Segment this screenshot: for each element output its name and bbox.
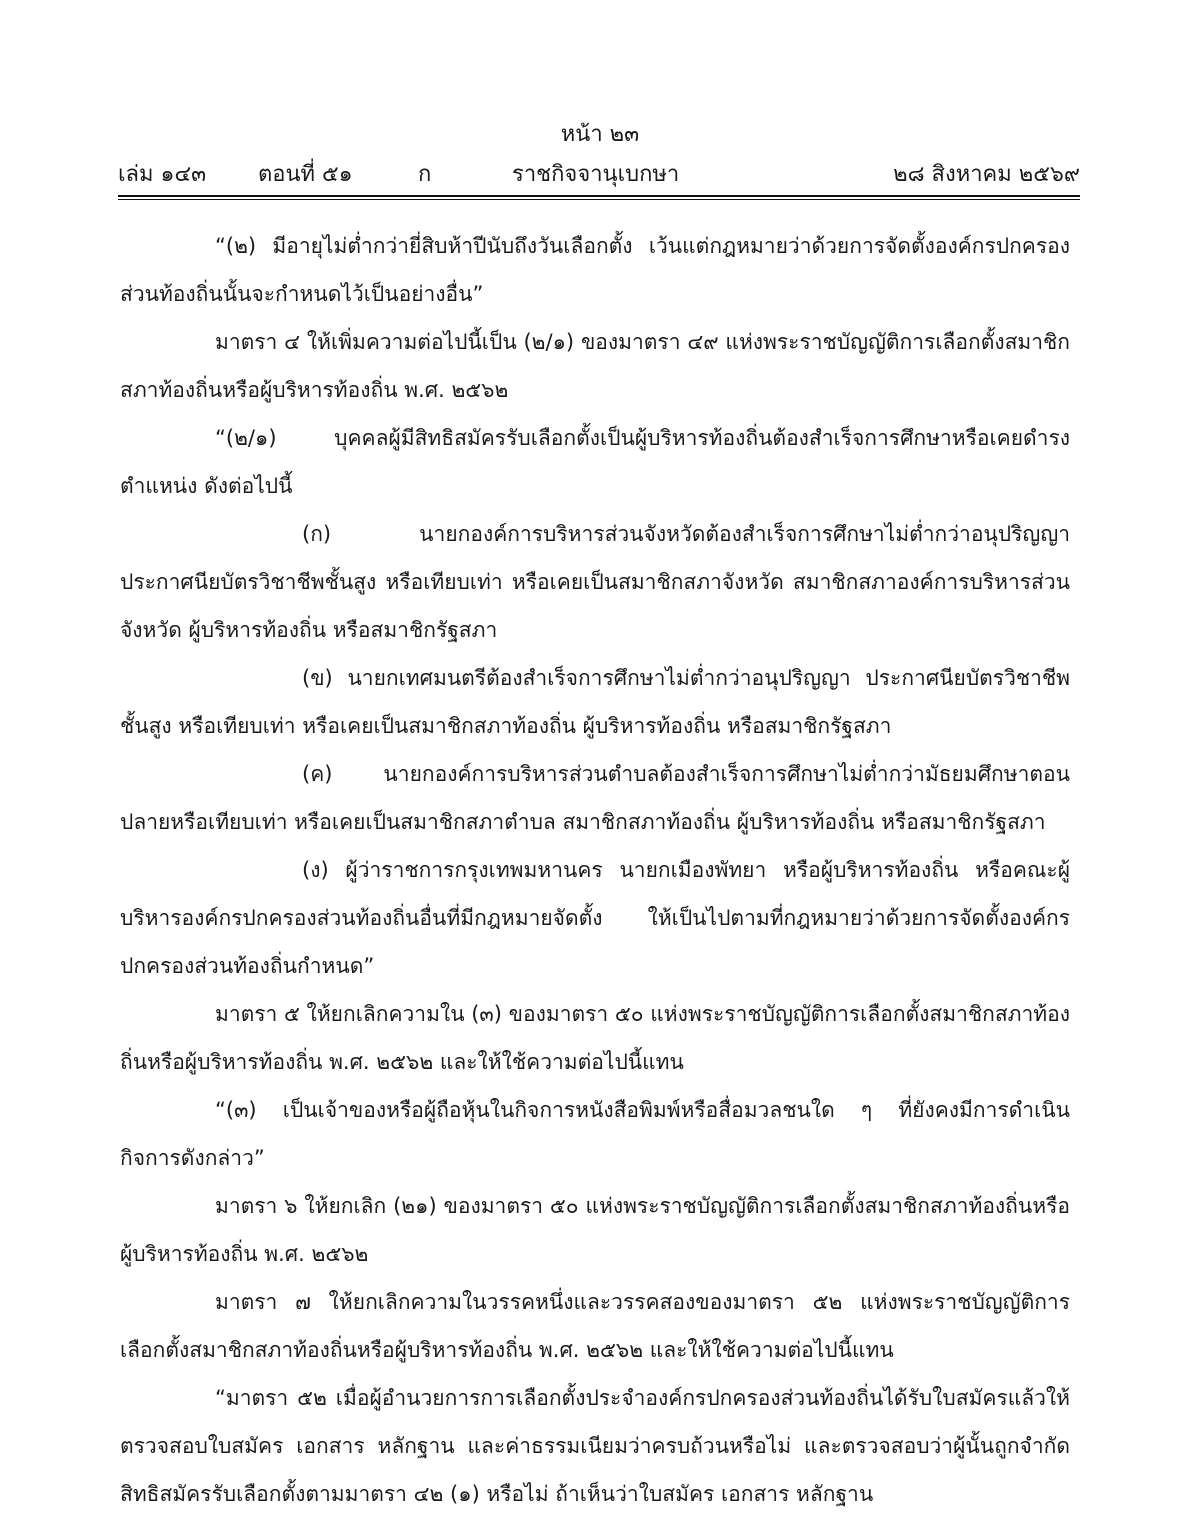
section-letter: ก <box>418 162 432 187</box>
volume-number: เล่ม ๑๔๓ <box>118 162 207 187</box>
paragraph-section-4: มาตรา ๔ ให้เพิ่มความต่อไปนี้เป็น (๒/๑) ของมาตรา ๔๙ แห่งพระราชบัญญัติการเลือกตั้งสมาชิกสภาท้องถิ่นหรือผู้บริหารท้องถิ่น พ.ศ. ๒๕๖๒ <box>120 330 1070 402</box>
paragraph-quote-section-52: “มาตรา ๕๒ เมื่อผู้อำนวยการการเลือกตั้งประจำองค์กรปกครองส่วนท้องถิ่นได้รับใบสมัครแล้วให้ตรวจสอบใบสมัคร เอกสาร หลักฐาน และค่าธรรมเนียมว่าครบถ้วนหรือไม่ และตรวจสอบว่าผู้นั้นถูกจำกัดสิทธิสมัครรับเลือกตั้งตามมาตรา ๔๒ (๑) หรือไม่ ถ้าเห็นว่าใบสมัคร เอกสาร หลักฐาน <box>120 1386 1070 1506</box>
publication-date: ๒๘ สิงหาคม ๒๕๖๙ <box>893 162 1080 187</box>
paragraph-section-5: มาตรา ๕ ให้ยกเลิกความใน (๓) ของมาตรา ๕๐ แห่งพระราชบัญญัติการเลือกตั้งสมาชิกสภาท้องถิ่นหรือผู้บริหารท้องถิ่น พ.ศ. ๒๕๖๒ และให้ใช้ความต่อไปนี้แทน <box>120 1002 1071 1074</box>
paragraph-quote-3: “(๓) เป็นเจ้าของหรือผู้ถือหุ้นในกิจการหนังสือพิมพ์หรือสื่อมวลชนใด ๆ ที่ยังคงมีการดำเนินกิจการดังกล่าว” <box>120 1098 1070 1170</box>
paragraph-quote-2-1: “(๒/๑) บุคคลผู้มีสิทธิสมัครรับเลือกตั้งเป็นผู้บริหารท้องถิ่นต้องสำเร็จการศึกษาหรือเคยดำรงตำแหน่ง ดังต่อไปนี้ <box>120 426 1070 498</box>
page-number: หน้า ๒๓ <box>560 122 640 147</box>
issue-number: ตอนที่ ๕๑ <box>258 162 353 187</box>
document-body <box>120 222 1070 1518</box>
paragraph-item-c: (ค) นายกองค์การบริหารส่วนตำบลต้องสำเร็จการศึกษาไม่ต่ำกว่ามัธยมศึกษาตอนปลายหรือเทียบเท่า หรือเคยเป็นสมาชิกสภาตำบล สมาชิกสภาท้องถิ่น ผู้บริหารท้องถิ่น หรือสมาชิกรัฐสภา <box>120 762 1070 834</box>
paragraph-item-d: (ง) ผู้ว่าราชการกรุงเทพมหานคร นายกเมืองพัทยา หรือผู้บริหารท้องถิ่น หรือคณะผู้บริหารองค์กรปกครองส่วนท้องถิ่นอื่นที่มีกฎหมายจัดตั้ง ให้เป็นไปตามที่กฎหมายว่าด้วยการจัดตั้งองค์กรปกครองส่วนท้องถิ่นกำหนด” <box>120 858 1070 978</box>
paragraph-item-b: (ข) นายกเทศมนตรีต้องสำเร็จการศึกษาไม่ต่ำกว่าอนุปริญญา ประกาศนียบัตรวิชาชีพชั้นสูง หรือเทียบเท่า หรือเคยเป็นสมาชิกสภาท้องถิ่น ผู้บริหารท้องถิ่น หรือสมาชิกรัฐสภา <box>120 666 1070 738</box>
paragraph-quote-2: “(๒) มีอายุไม่ต่ำกว่ายี่สิบห้าปีนับถึงวันเลือกตั้ง เว้นแต่กฎหมายว่าด้วยการจัดตั้งองค์กรปกครองส่วนท้องถิ่นนั้นจะกำหนดไว้เป็นอย่างอื่น” <box>120 234 1070 306</box>
gazette-title: ราชกิจจานุเบกษา <box>512 162 680 187</box>
header-divider <box>118 195 1080 200</box>
paragraph-section-7: มาตรา ๗ ให้ยกเลิกความในวรรคหนึ่งและวรรคสองของมาตรา ๕๒ แห่งพระราชบัญญัติการเลือกตั้งสมาชิกสภาท้องถิ่นหรือผู้บริหารท้องถิ่น พ.ศ. ๒๕๖๒ และให้ใช้ความต่อไปนี้แทน <box>120 1290 1070 1362</box>
paragraph-section-6: มาตรา ๖ ให้ยกเลิก (๒๑) ของมาตรา ๕๐ แห่งพระราชบัญญัติการเลือกตั้งสมาชิกสภาท้องถิ่นหรือผู้บริหารท้องถิ่น พ.ศ. ๒๕๖๒ <box>120 1194 1070 1266</box>
paragraph-item-a: (ก) นายกองค์การบริหารส่วนจังหวัดต้องสำเร็จการศึกษาไม่ต่ำกว่าอนุปริญญา ประกาศนียบัตรวิชาชีพชั้นสูง หรือเทียบเท่า หรือเคยเป็นสมาชิกสภาจังหวัด สมาชิกสภาองค์การบริหารส่วนจังหวัด ผู้บริหารท้องถิ่น หรือสมาชิกรัฐสภา <box>120 522 1070 642</box>
gazette-header <box>118 160 1080 190</box>
